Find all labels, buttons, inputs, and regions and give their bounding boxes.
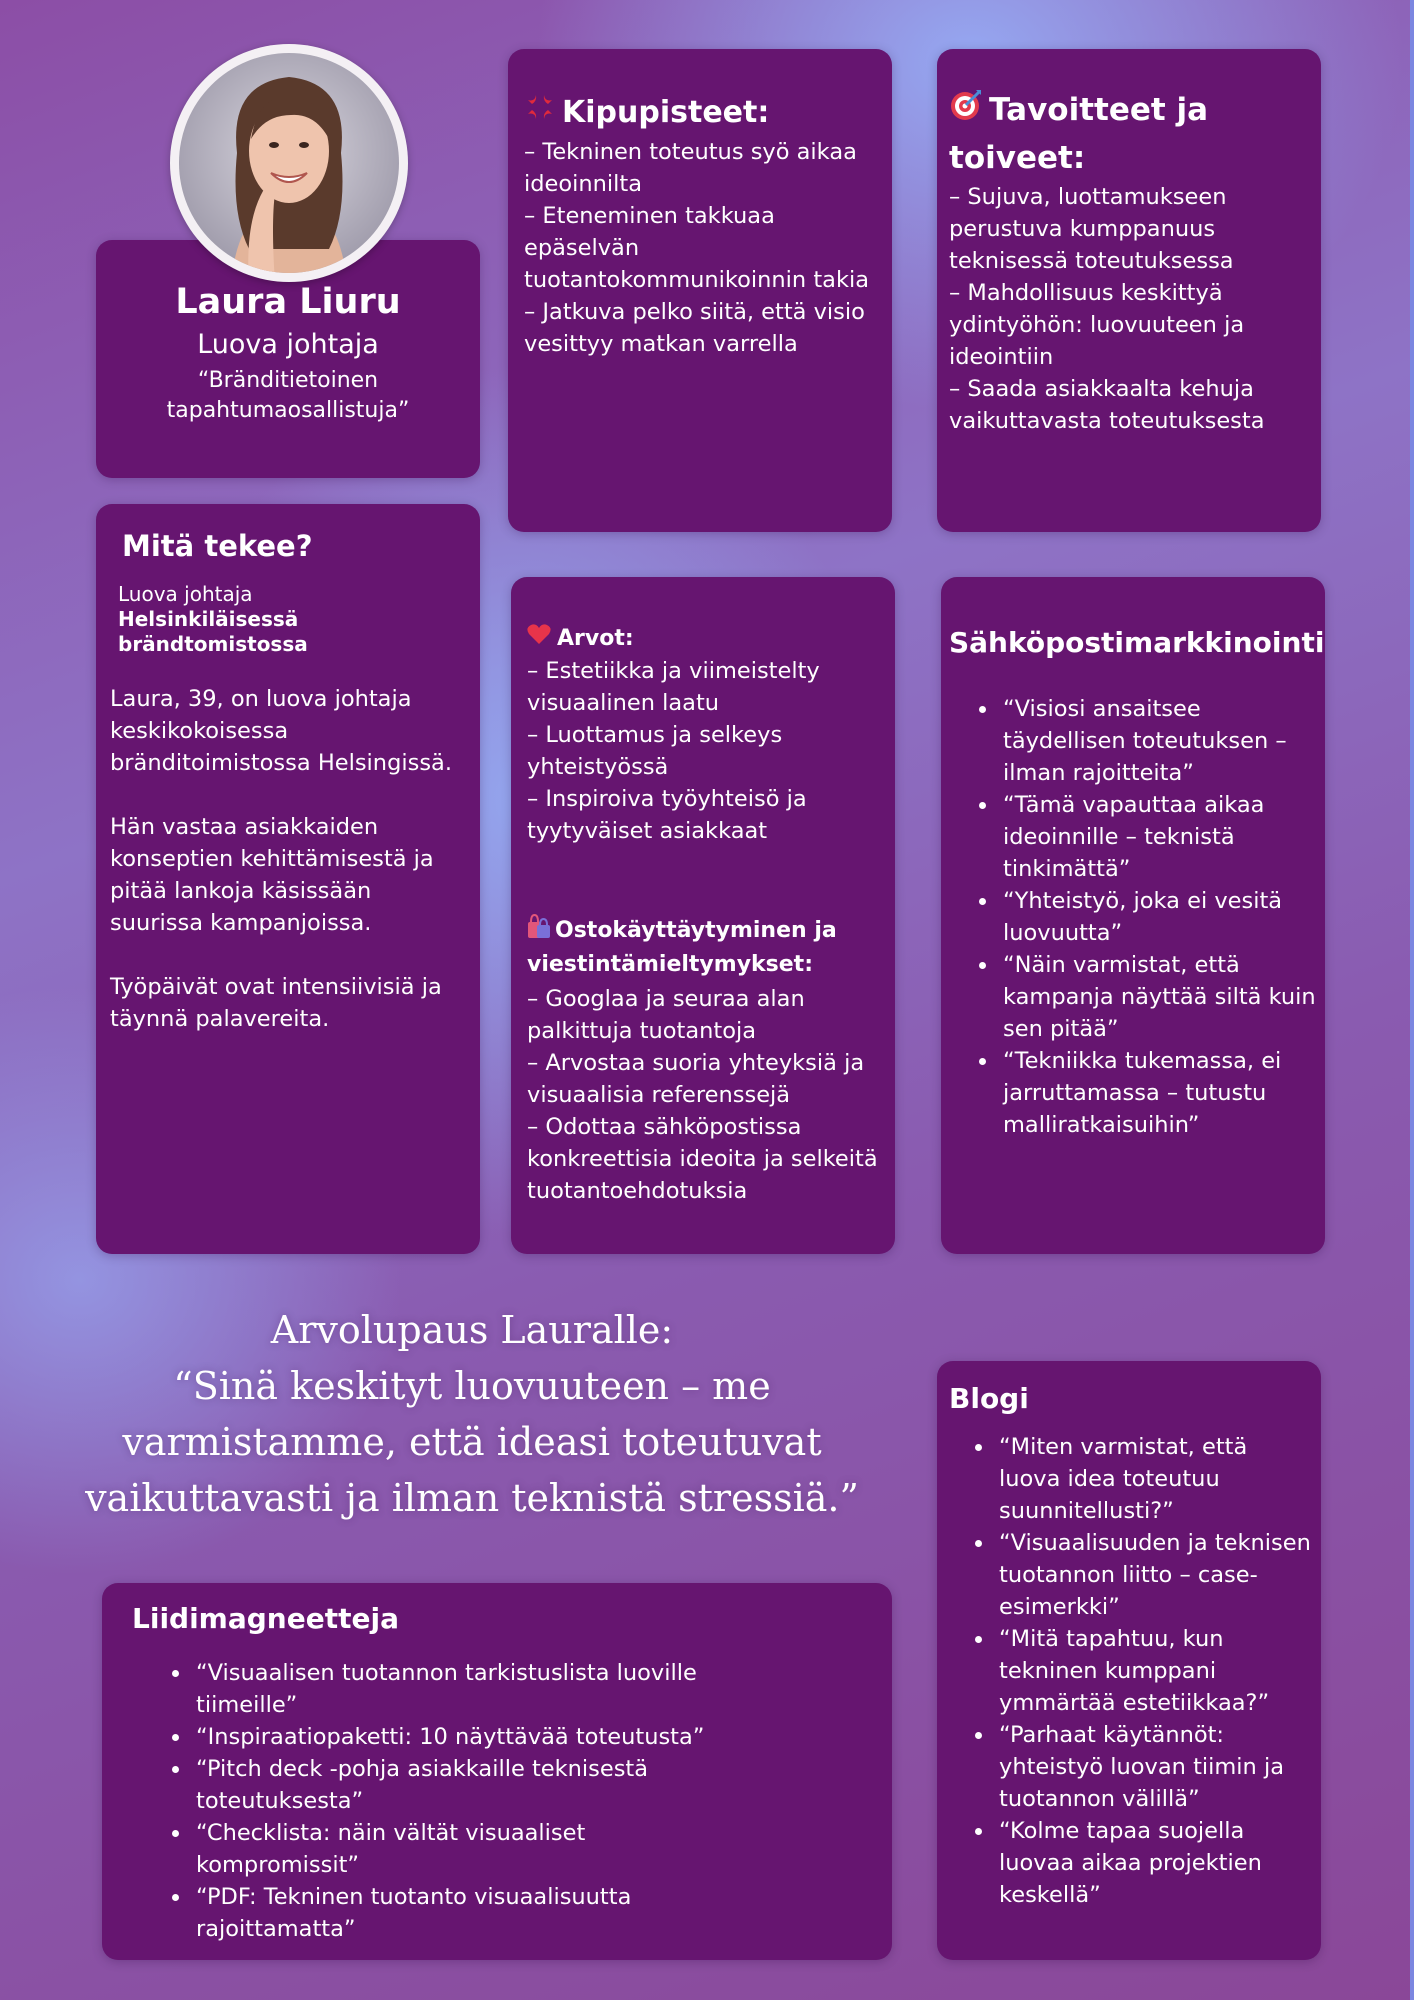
- buying-item: – Odottaa sähköpostissa konkreettisia ideoita ja selkeitä tuotantoehdotuksia: [527, 1114, 878, 1204]
- what-does-card: [96, 504, 480, 1254]
- goal-item: – Saada asiakkaalta kehuja vaikuttavasta toteutuksesta: [949, 376, 1265, 434]
- target-icon: [949, 88, 983, 135]
- shopping-bags-icon: [527, 913, 551, 949]
- email-marketing-card: [941, 577, 1325, 1254]
- email-item: • “Tekniikka tukemassa, ei jarruttamassa – tutustu malliratkaisuihin”: [999, 1045, 1317, 1141]
- pain-point-item: – Jatkuva pelko siitä, että visio vesittyy matkan varrella: [524, 299, 865, 357]
- value-promise-heading: Arvolupaus Lauralle:: [270, 1308, 674, 1352]
- email-item: • “Yhteistyö, joka ei vesitä luovuutta”: [999, 885, 1317, 949]
- persona-role: Luova johtaja: [197, 329, 379, 360]
- anger-symbol-icon: [524, 91, 556, 136]
- value-promise-line: varmistamme, että ideasi toteutuvat: [122, 1420, 822, 1464]
- blog-title: Blogi: [949, 1382, 1029, 1415]
- email-item: • “Näin varmistat, että kampanja näyttää siltä kuin sen pitää”: [999, 949, 1317, 1045]
- values-card: [511, 577, 895, 1254]
- pain-point-item: – Tekninen toteutus syö aikaa ideoinnilta: [524, 139, 857, 197]
- lead-magnet-item: • “Checklista: näin vältät visuaaliset kompromissit”: [192, 1817, 752, 1881]
- pain-point-item: – Eteneminen takkuaa epäselvän tuotantokommunikoinnin takia: [524, 203, 870, 293]
- pain-points-title: Kipupisteet:: [562, 95, 770, 130]
- lead-magnet-item: • “Pitch deck -pohja asiakkaille teknisestä toteutuksesta”: [192, 1753, 752, 1817]
- email-title: Sähköpostimarkkinointi: [949, 626, 1325, 659]
- goal-item: – Sujuva, luottamukseen perustuva kumppanuus teknisessä toteutuksessa: [949, 184, 1234, 274]
- what-does-paragraph: Työpäivät ovat intensiivisiä ja täynnä palavereita.: [110, 974, 442, 1032]
- avatar: [170, 44, 408, 282]
- lead-magnets-title: Liidimagneetteja: [132, 1602, 399, 1635]
- value-promise: [82, 1302, 862, 1526]
- what-does-role: Luova johtaja: [118, 582, 253, 606]
- buying-item: – Arvostaa suoria yhteyksiä ja visuaalisia referenssejä: [527, 1050, 865, 1108]
- lead-magnets-card: [102, 1583, 892, 1960]
- buying-item: – Googlaa ja seuraa alan palkittuja tuotantoja: [527, 986, 805, 1044]
- blog-item: • “Parhaat käytännöt: yhteistyö luovan tiimin ja tuotannon välillä”: [995, 1719, 1313, 1815]
- email-item: • “Tämä vapauttaa aikaa ideoinnille – teknistä tinkimättä”: [999, 789, 1317, 885]
- value-promise-line: vaikuttavasti ja ilman teknistä stressiä.”: [85, 1476, 859, 1520]
- buying-title: Ostokäyttäytyminen ja viestintämieltymykset:: [527, 918, 837, 977]
- blog-item: • “Kolme tapaa suojella luovaa aikaa projektien keskellä”: [995, 1815, 1313, 1911]
- blog-item: • “Visuaalisuuden ja teknisen tuotannon liitto – case-esimerkki”: [995, 1527, 1313, 1623]
- heart-icon: [527, 623, 551, 655]
- value-item: – Luottamus ja selkeys yhteistyössä: [527, 722, 783, 780]
- what-does-company: Helsinkiläisessä brändtomistossa: [118, 607, 308, 656]
- lead-magnet-item: • “Inspiraatiopaketti: 10 näyttävää toteutusta”: [192, 1721, 752, 1753]
- value-item: – Inspiroiva työyhteisö ja tyytyväiset asiakkaat: [527, 786, 807, 844]
- persona-tagline: “Bränditietoinen tapahtumaosallistuja”: [166, 368, 410, 423]
- what-does-paragraph: Laura, 39, on luova johtaja keskikokoisessa bränditoimistossa Helsingissä.: [110, 686, 452, 776]
- goals-card: [937, 49, 1321, 532]
- email-item: • “Visiosi ansaitsee täydellisen toteutuksen – ilman rajoitteita”: [999, 693, 1317, 789]
- what-does-title: Mitä tekee?: [122, 529, 313, 563]
- right-edge-bar: [1410, 0, 1414, 2000]
- value-item: – Estetiikka ja viimeistelty visuaalinen laatu: [527, 658, 820, 716]
- goals-title: Tavoitteet ja toiveet:: [949, 92, 1209, 176]
- lead-magnet-item: • “PDF: Tekninen tuotanto visuaalisuutta rajoittamatta”: [192, 1881, 752, 1945]
- what-does-paragraph: Hän vastaa asiakkaiden konseptien kehittämisestä ja pitää lankoja käsissään suurissa kampanjoissa.: [110, 814, 434, 936]
- lead-magnet-item: • “Visuaalisen tuotannon tarkistuslista luoville tiimeille”: [192, 1657, 752, 1721]
- pain-points-card: [508, 49, 892, 532]
- goal-item: – Mahdollisuus keskittyä ydintyöhön: luovuuteen ja ideointiin: [949, 280, 1245, 370]
- values-title: Arvot:: [557, 626, 634, 651]
- value-promise-line: “Sinä keskityt luovuuteen – me: [173, 1364, 771, 1408]
- blog-item: • “Miten varmistat, että luova idea toteutuu suunnitellusti?”: [995, 1431, 1313, 1527]
- blog-item: • “Mitä tapahtuu, kun tekninen kumppani ymmärtää estetiikkaa?”: [995, 1623, 1313, 1719]
- persona-name: Laura Liuru: [175, 282, 401, 322]
- blog-card: [937, 1361, 1321, 1960]
